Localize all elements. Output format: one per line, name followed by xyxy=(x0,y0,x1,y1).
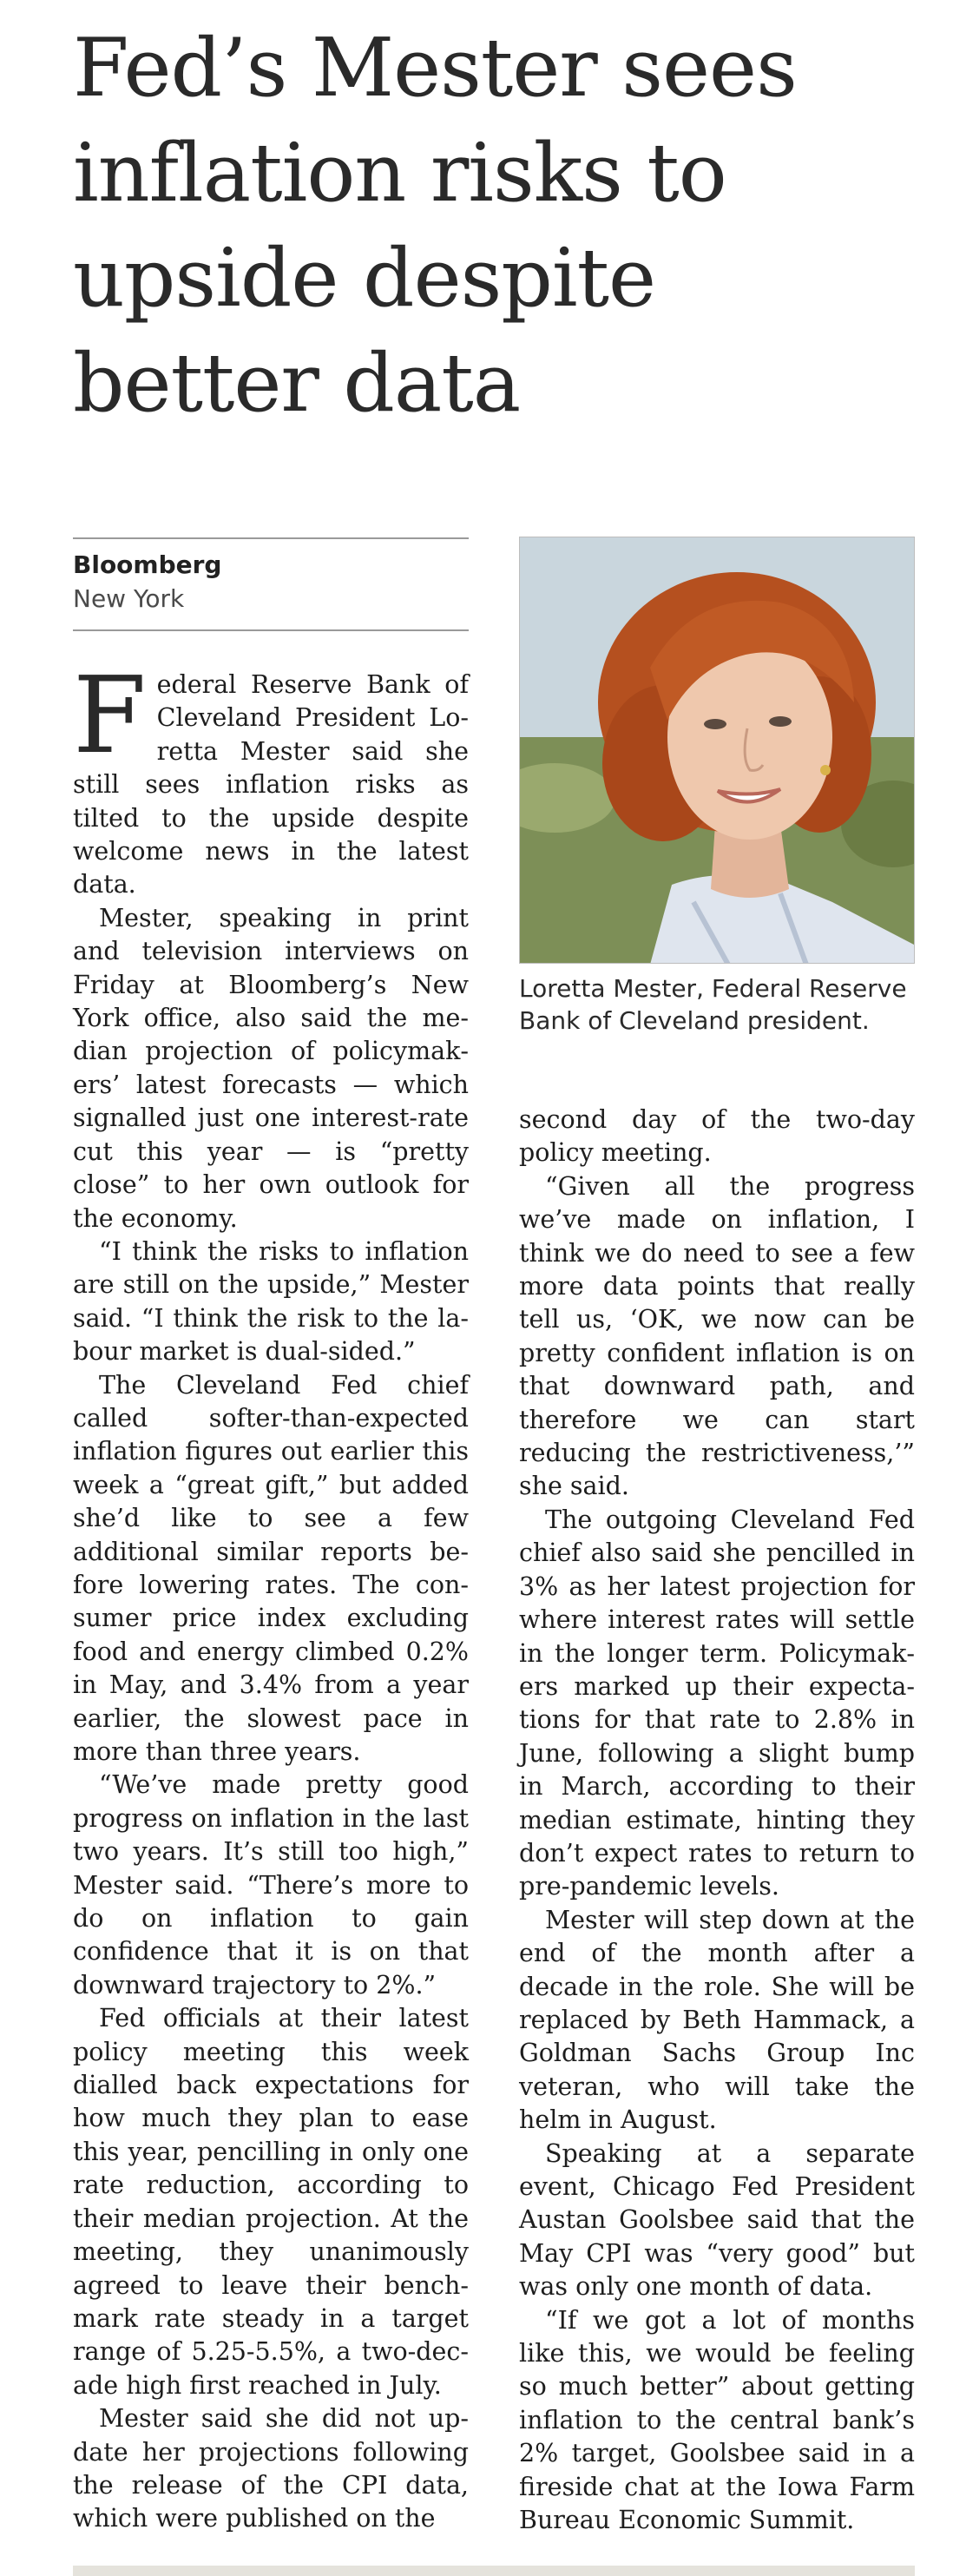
headline: Fed’s Mester sees inflation risks to upside despite better data xyxy=(73,21,797,430)
byline-source: Bloomberg xyxy=(73,550,222,579)
byline-bottom-rule xyxy=(73,629,469,631)
paragraph: “I think the risks to inflation are still on the upside,” Mester said. “I think the risk to the labour market is dual-sided.” xyxy=(73,1236,469,1367)
paragraph: Mester said she did not update her projections following the release of the CPI data, which were published on the xyxy=(73,2404,469,2533)
portrait-photo xyxy=(519,537,915,964)
paragraph: Mester will step down at the end of the month after a decade in the role. She will be replaced by Beth Hammack, a Goldman Sachs Group Inc veteran, who will take the helm in August. xyxy=(519,1905,915,2135)
byline-top-rule xyxy=(73,537,469,539)
paragraph: The outgoing Cleveland Fed chief also said she pencilled in 3% as her latest projection for where interest rates will settle in the longer term. Policymakers marked up their expectations for that rate to 2.8% in June, following a slight bump in March, according to their median estimate, hinting they don’t expect rates to return to pre-pandemic levels. xyxy=(519,1505,915,1901)
drop-cap: F xyxy=(73,654,147,777)
article-column-1 xyxy=(73,654,469,2536)
photo-caption: Loretta Mester, Federal Reserve Bank of Cleveland president. xyxy=(519,974,907,1035)
paragraph: second day of the two-day policy meeting. xyxy=(519,1105,915,1168)
portrait-illustration xyxy=(520,537,915,964)
paragraph: “Given all the progress we’ve made on inflation, I think we do need to see a few more data points that really tell us, ‘OK, we now can be pretty confident inflation is on that downward path, and therefore we can start reducing the restrictiveness,’” she said. xyxy=(519,1171,915,1501)
paragraph: Mester, speaking in print and television interviews on Friday at Bloomberg’s New York office, also said the median projection of policymakers’ latest forecasts — which signalled just one interest-rate cut this year — is “pretty close” to her own outlook for the economy. xyxy=(73,903,469,1233)
footer-bar xyxy=(73,2566,915,2576)
paragraph: “We’ve made pretty good progress on inflation in the last two years. It’s still too high,” Mester said. “There’s more to do on inflation to gain confidence that it is on that downward trajectory to 2%.” xyxy=(73,1770,469,2000)
paragraph: Speaking at a separate event, Chicago Fed President Austan Goolsbee said that the May CPI was “very good” but was only one month of data. xyxy=(519,2138,915,2302)
paragraph: Federal Reserve Bank of Cleveland President Loretta Mester said she still sees inflation risks as tilted to the upside despite welcome news in the latest data. xyxy=(73,654,469,899)
article-column-2 xyxy=(519,1104,915,2537)
paragraph: The Cleveland Fed chief called softer-than-expected inflation figures out earlier this week a “great gift,” but added she’d like to see a few additional similar reports before lowering rates. The consumer price index excluding food and energy climbed 0.2% in May, and 3.4% from a year earlier, the slowest pace in more than three years. xyxy=(73,1370,469,1766)
byline-location: New York xyxy=(73,584,185,613)
paragraph: Fed officials at their latest policy meeting this week dialled back expectations for how much they plan to ease this year, pencilling in only one rate reduction, according to their median projection. At the meeting, they unanimously agreed to leave their benchmark rate steady in a target range of 5.25-5.5%, a two-decade high first reached in July. xyxy=(73,2004,469,2400)
paragraph: “If we got a lot of months like this, we would be feeling so much better” about getting inflation to the central bank’s 2% target, Goolsbee said in a fireside chat at the Iowa Farm Bureau Economic Summit. xyxy=(519,2305,915,2535)
